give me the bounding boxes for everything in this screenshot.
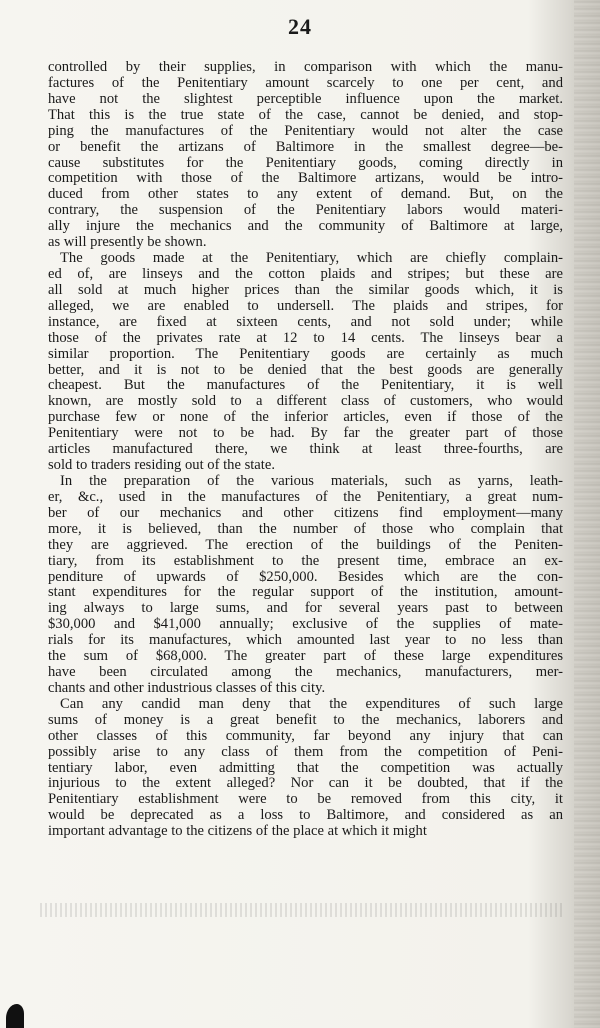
paragraph bbox=[48, 60, 563, 251]
text-line: In the preparation of the various materials, such as yarns, leath- bbox=[60, 473, 563, 489]
text-line: known, are mostly sold to a different class of customers, who would bbox=[48, 394, 563, 410]
text-line: stant expenditures for the regular support of the institution, amount- bbox=[48, 585, 563, 601]
text-line: similar proportion. The Penitentiary goods are certainly as much bbox=[48, 346, 563, 362]
text-line: alleged, we are enabled to undersell. The plaids and stripes, for bbox=[48, 298, 563, 314]
body-text bbox=[48, 60, 563, 840]
text-line: ally injure the mechanics and the community of Baltimore at large, bbox=[48, 219, 563, 235]
text-line: tentiary labor, even admitting that the competition was actually bbox=[48, 760, 563, 776]
text-line: or benefit the artizans of Baltimore in the smallest degree—be- bbox=[48, 139, 563, 155]
text-line: better, and it is not to be denied that the best goods are generally bbox=[48, 362, 563, 378]
text-line: purchase few or none of the inferior articles, even if those of the bbox=[48, 410, 563, 426]
text-line: ed of, are linseys and the cotton plaids and stripes; but these are bbox=[48, 266, 563, 282]
text-line: ing always to large sums, and for several years past to between bbox=[48, 601, 563, 617]
text-line: competition with those of the Baltimore artizans, would be intro- bbox=[48, 171, 563, 187]
text-line: all sold at much higher prices than the similar goods which, it is bbox=[48, 282, 563, 298]
paragraph bbox=[48, 251, 563, 474]
text-line: would be deprecated as a loss to Baltimore, and considered as an bbox=[48, 808, 563, 824]
text-line: controlled by their supplies, in comparison with which the manu- bbox=[48, 60, 563, 75]
text-line: ber of our mechanics and other citizens find employment—many bbox=[48, 505, 563, 521]
text-line: factures of the Penitentiary amount scarcely to one per cent, and bbox=[48, 75, 563, 91]
text-line: Penitentiary were not to be had. By far the greater part of those bbox=[48, 426, 563, 442]
text-line: have not the slightest perceptible influence upon the market. bbox=[48, 91, 563, 107]
text-line: Penitentiary establishment were to be removed from this city, it bbox=[48, 792, 563, 808]
text-line: ping the manufactures of the Penitentiary would not alter the case bbox=[48, 123, 563, 139]
text-line: That this is the true state of the case, cannot be denied, and stop- bbox=[48, 107, 563, 123]
text-line: $30,000 and $41,000 annually; exclusive of the supplies of mate- bbox=[48, 617, 563, 633]
print-smudge bbox=[40, 903, 565, 917]
text-line: the sum of $68,000. The greater part of these large expenditures bbox=[48, 649, 563, 665]
text-line: rials for its manufactures, which amounted last year to no less than bbox=[48, 633, 563, 649]
text-line: Can any candid man deny that the expenditures of such large bbox=[60, 696, 563, 712]
text-line: possibly arise to any class of them from the competition of Peni- bbox=[48, 744, 563, 760]
text-line: more, it is believed, than the number of those who complain that bbox=[48, 521, 563, 537]
text-line: they are aggrieved. The erection of the buildings of the Peniten- bbox=[48, 537, 563, 553]
text-line: as will presently be shown. bbox=[48, 235, 207, 251]
text-line: sums of money is a great benefit to the mechanics, laborers and bbox=[48, 712, 563, 728]
text-line: other classes of this community, far beyond any injury that can bbox=[48, 728, 563, 744]
text-line: contrary, the suspension of the Penitentiary labors would materi- bbox=[48, 203, 563, 219]
text-line: The goods made at the Penitentiary, which are chiefly complain- bbox=[60, 251, 563, 267]
page-number: 24 bbox=[288, 14, 312, 39]
text-line: cause substitutes for the Penitentiary goods, coming directly in bbox=[48, 155, 563, 171]
paragraph bbox=[48, 474, 563, 697]
text-line: er, &c., used in the manufactures of the Penitentiary, a great num- bbox=[48, 489, 563, 505]
page-edge-shadow bbox=[574, 0, 600, 1028]
paragraph bbox=[48, 697, 563, 840]
text-line: duced from other states to any extent of demand. But, on the bbox=[48, 187, 563, 203]
text-line: articles manufactured there, we think at least three-fourths, are bbox=[48, 442, 563, 458]
text-line: tiary, from its establishment to the present time, embrace an ex- bbox=[48, 553, 563, 569]
ink-blot bbox=[6, 1004, 24, 1028]
text-line: instance, are fixed at sixteen cents, and not sold under; while bbox=[48, 314, 563, 330]
text-line: injurious to the extent alleged? Nor can it be doubted, that if the bbox=[48, 776, 563, 792]
text-line: have been circulated among the mechanics, manufacturers, mer- bbox=[48, 665, 563, 681]
text-line: chants and other industrious classes of this city. bbox=[48, 680, 326, 696]
text-line: sold to traders residing out of the state. bbox=[48, 458, 275, 474]
text-line: penditure of upwards of $250,000. Besides which are the con- bbox=[48, 569, 563, 585]
text-line: cheapest. But the manufactures of the Penitentiary, it is well bbox=[48, 378, 563, 394]
text-line: important advantage to the citizens of the place at which it might bbox=[48, 824, 427, 840]
text-line: those of the privates rate at 12 to 14 cents. The linseys bear a bbox=[48, 330, 563, 346]
